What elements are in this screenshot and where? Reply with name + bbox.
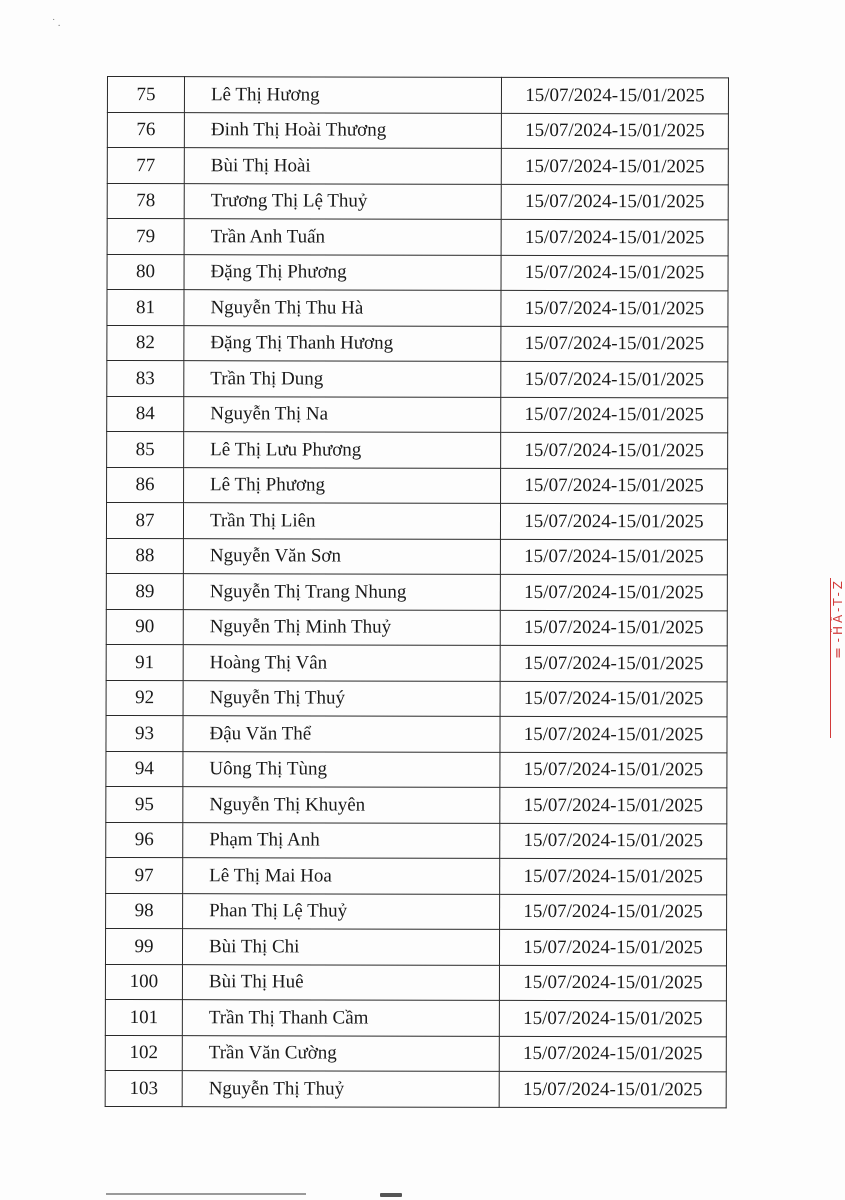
table-row (107, 432, 728, 469)
table-row (106, 644, 727, 681)
bottom-scan-mark (380, 1193, 402, 1197)
employee-name-cell: Nguyễn Thị Khuyên (183, 787, 500, 823)
period-cell: 15/07/2024-15/01/2025 (500, 716, 727, 752)
period-cell: 15/07/2024-15/01/2025 (499, 1036, 726, 1072)
row-number-cell: 79 (107, 219, 184, 255)
table-row (107, 254, 728, 291)
row-number-cell: 89 (106, 573, 183, 609)
employee-name-cell: Nguyễn Thị Thuý (183, 680, 500, 716)
annotation-text: Ⅱ-ĤÂ-T-Z (831, 578, 845, 660)
period-cell: 15/07/2024-15/01/2025 (500, 503, 727, 539)
employee-name-cell: Phan Thị Lệ Thuỷ (183, 893, 500, 929)
period-cell: 15/07/2024-15/01/2025 (500, 823, 727, 859)
employee-name-cell: Lê Thị Mai Hoa (183, 858, 500, 894)
employee-name-cell: Trần Thị Thanh Cầm (182, 1000, 499, 1036)
period-cell: 15/07/2024-15/01/2025 (500, 574, 727, 610)
row-number-cell: 101 (105, 999, 182, 1035)
period-cell: 15/07/2024-15/01/2025 (501, 432, 728, 468)
table-row (106, 786, 727, 823)
employee-name-cell: Nguyễn Thị Thuỷ (182, 1071, 499, 1107)
employee-list-table (105, 76, 729, 1108)
table-body (105, 77, 728, 1108)
period-cell: 15/07/2024-15/01/2025 (501, 255, 728, 291)
row-number-cell: 99 (105, 928, 182, 964)
table-row (105, 1035, 726, 1072)
row-number-cell: 86 (107, 467, 184, 503)
table-row (105, 928, 726, 965)
bottom-scan-line (106, 1193, 306, 1195)
table-row (107, 361, 728, 398)
employee-name-cell: Bùi Thị Chi (182, 929, 499, 965)
row-number-cell: 102 (105, 1035, 182, 1071)
employee-name-cell: Trần Văn Cường (182, 1035, 499, 1071)
table-row (106, 503, 727, 540)
table-row (105, 999, 726, 1036)
margin-handwritten-annotation (830, 578, 845, 738)
row-number-cell: 75 (107, 77, 184, 113)
row-number-cell: 95 (106, 786, 183, 822)
table-row (106, 573, 727, 610)
period-cell: 15/07/2024-15/01/2025 (501, 77, 728, 113)
employee-name-cell: Nguyễn Thị Thu Hà (184, 290, 501, 326)
row-number-cell: 76 (107, 112, 184, 148)
row-number-cell: 97 (106, 857, 183, 893)
table-row (106, 609, 727, 646)
employee-name-cell: Trần Thị Liên (183, 503, 500, 539)
period-cell: 15/07/2024-15/01/2025 (501, 148, 728, 184)
table-row (107, 325, 728, 362)
employee-name-cell: Nguyễn Văn Sơn (183, 538, 500, 574)
employee-name-cell: Trương Thị Lệ Thuỷ (184, 183, 501, 219)
employee-name-cell: Lê Thị Phương (184, 467, 501, 503)
period-cell: 15/07/2024-15/01/2025 (500, 645, 727, 681)
employee-name-cell: Lê Thị Hương (184, 77, 501, 113)
period-cell: 15/07/2024-15/01/2025 (501, 113, 728, 149)
employee-name-cell: Đinh Thị Hoài Thương (184, 112, 501, 148)
row-number-cell: 90 (106, 609, 183, 645)
employee-name-cell: Bùi Thị Huê (182, 964, 499, 1000)
table-row (107, 183, 728, 220)
period-cell: 15/07/2024-15/01/2025 (500, 752, 727, 788)
row-number-cell: 82 (107, 325, 184, 361)
employee-name-cell: Hoàng Thị Vân (183, 645, 500, 681)
table-row (106, 822, 727, 859)
employee-name-cell: Bùi Thị Hoài (184, 148, 501, 184)
period-cell: 15/07/2024-15/01/2025 (500, 681, 727, 717)
row-number-cell: 85 (107, 432, 184, 468)
table-row (107, 219, 728, 256)
row-number-cell: 88 (106, 538, 183, 574)
period-cell: 15/07/2024-15/01/2025 (499, 1071, 726, 1107)
period-cell: 15/07/2024-15/01/2025 (499, 1000, 726, 1036)
employee-name-cell: Đậu Văn Thể (183, 716, 500, 752)
table-row (106, 751, 727, 788)
period-cell: 15/07/2024-15/01/2025 (501, 184, 728, 220)
employee-name-cell: Trần Anh Tuấn (184, 219, 501, 255)
period-cell: 15/07/2024-15/01/2025 (501, 361, 728, 397)
row-number-cell: 92 (106, 680, 183, 716)
row-number-cell: 83 (107, 361, 184, 397)
table-row (106, 857, 727, 894)
row-number-cell: 93 (106, 715, 183, 751)
period-cell: 15/07/2024-15/01/2025 (501, 290, 728, 326)
employee-name-cell: Uông Thị Tùng (183, 751, 500, 787)
period-cell: 15/07/2024-15/01/2025 (501, 468, 728, 504)
table-row (106, 893, 727, 930)
period-cell: 15/07/2024-15/01/2025 (500, 894, 727, 930)
period-cell: 15/07/2024-15/01/2025 (501, 326, 728, 362)
row-number-cell: 94 (106, 751, 183, 787)
employee-name-cell: Nguyễn Thị Minh Thuỷ (183, 609, 500, 645)
table-row (107, 467, 728, 504)
period-cell: 15/07/2024-15/01/2025 (500, 610, 727, 646)
period-cell: 15/07/2024-15/01/2025 (501, 219, 728, 255)
table-row (107, 112, 728, 149)
table-row (107, 290, 728, 327)
row-number-cell: 78 (107, 183, 184, 219)
employee-name-cell: Nguyễn Thị Na (184, 396, 501, 432)
scan-speck: ˙ . (52, 18, 61, 29)
period-cell: 15/07/2024-15/01/2025 (499, 929, 726, 965)
employee-name-cell: Đặng Thị Phương (184, 254, 501, 290)
row-number-cell: 100 (105, 964, 182, 1000)
table-row (105, 964, 726, 1001)
employee-name-cell: Trần Thị Dung (184, 361, 501, 397)
table-row (106, 538, 727, 575)
period-cell: 15/07/2024-15/01/2025 (501, 397, 728, 433)
table-row (106, 680, 727, 717)
table-row (105, 1070, 726, 1107)
table-row (107, 77, 728, 114)
employee-name-cell: Nguyễn Thị Trang Nhung (183, 574, 500, 610)
period-cell: 15/07/2024-15/01/2025 (500, 858, 727, 894)
employee-name-cell: Phạm Thị Anh (183, 822, 500, 858)
employee-name-cell: Lê Thị Lưu Phương (184, 432, 501, 468)
row-number-cell: 98 (106, 893, 183, 929)
employee-name-cell: Đặng Thị Thanh Hương (184, 325, 501, 361)
row-number-cell: 84 (107, 396, 184, 432)
table-row (107, 396, 728, 433)
row-number-cell: 80 (107, 254, 184, 290)
row-number-cell: 87 (106, 503, 183, 539)
row-number-cell: 77 (107, 148, 184, 184)
period-cell: 15/07/2024-15/01/2025 (500, 787, 727, 823)
table-row (106, 715, 727, 752)
row-number-cell: 91 (106, 644, 183, 680)
period-cell: 15/07/2024-15/01/2025 (499, 965, 726, 1001)
row-number-cell: 96 (106, 822, 183, 858)
row-number-cell: 81 (107, 290, 184, 326)
period-cell: 15/07/2024-15/01/2025 (500, 539, 727, 575)
row-number-cell: 103 (105, 1070, 182, 1106)
table-row (107, 148, 728, 185)
